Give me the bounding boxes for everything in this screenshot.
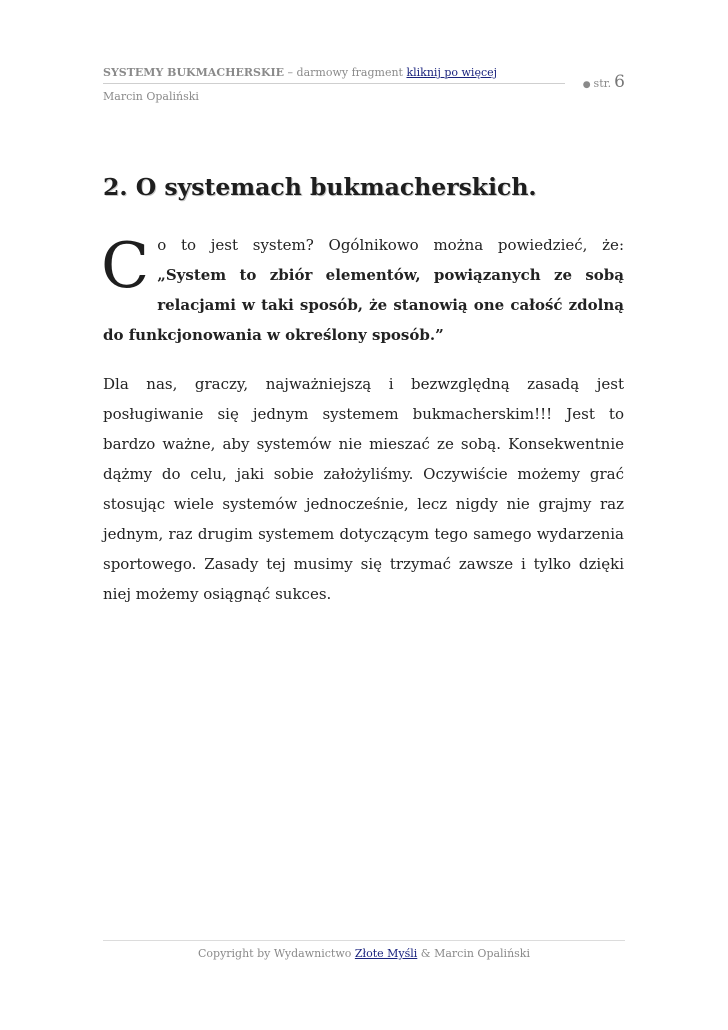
book-title: SYSTEMY BUKMACHERSKIE [103, 66, 285, 79]
page-header [103, 66, 625, 106]
chapter-heading: 2. O systemach bukmacherskich. [103, 173, 537, 201]
body-content [103, 230, 624, 609]
header-author: Marcin Opaliński [103, 90, 199, 103]
footer-divider [103, 940, 625, 941]
paragraph-intro: o to jest system? Ogólnikowo można powiedzieć, że: [157, 236, 624, 254]
page-number: 6 [614, 72, 625, 92]
header-title-line [103, 66, 497, 79]
paragraph-definition [103, 230, 624, 350]
fragment-text: darmowy fragment [296, 66, 403, 79]
header-divider [103, 83, 565, 84]
footer-copyright [103, 947, 625, 960]
more-link[interactable]: kliknij po więcej [406, 66, 498, 79]
page-footer [103, 940, 625, 960]
system-definition: „System to zbiór elementów, powiązanych ze sobą relacjami w taki sposób, że stanowią one całość zdolną do funkcjonowania w określony sposób.” [103, 266, 624, 344]
header-separator: – [284, 66, 297, 79]
paragraph-rule: Dla nas, graczy, najważniejszą i bezwzględną zasadą jest posługiwanie się jednym systemem bukmacherskim!!! Jest to bardzo ważne, aby systemów nie mieszać ze sobą. Konsekwentnie dążmy do celu, jaki sobie założyliśmy. Oczywiście możemy grać stosując wiele systemów jednocześnie, lecz nigdy nie grajmy raz jednym, raz drugim systemem dotyczącym tego samego wydarzenia sportowego. Zasady tej musimy się trzymać zawsze i tylko dzięki niej możemy osiągnąć sukces. [103, 375, 624, 603]
page-label: str. [593, 77, 612, 90]
bullet-icon: ● [582, 80, 591, 90]
footer-suffix: & Marcin Opaliński [417, 947, 530, 960]
page-number-block [583, 72, 625, 92]
publisher-link[interactable]: Złote Myśli [354, 947, 418, 960]
footer-prefix: Copyright by Wydawnictwo [197, 947, 355, 960]
drop-cap: C [101, 229, 150, 302]
